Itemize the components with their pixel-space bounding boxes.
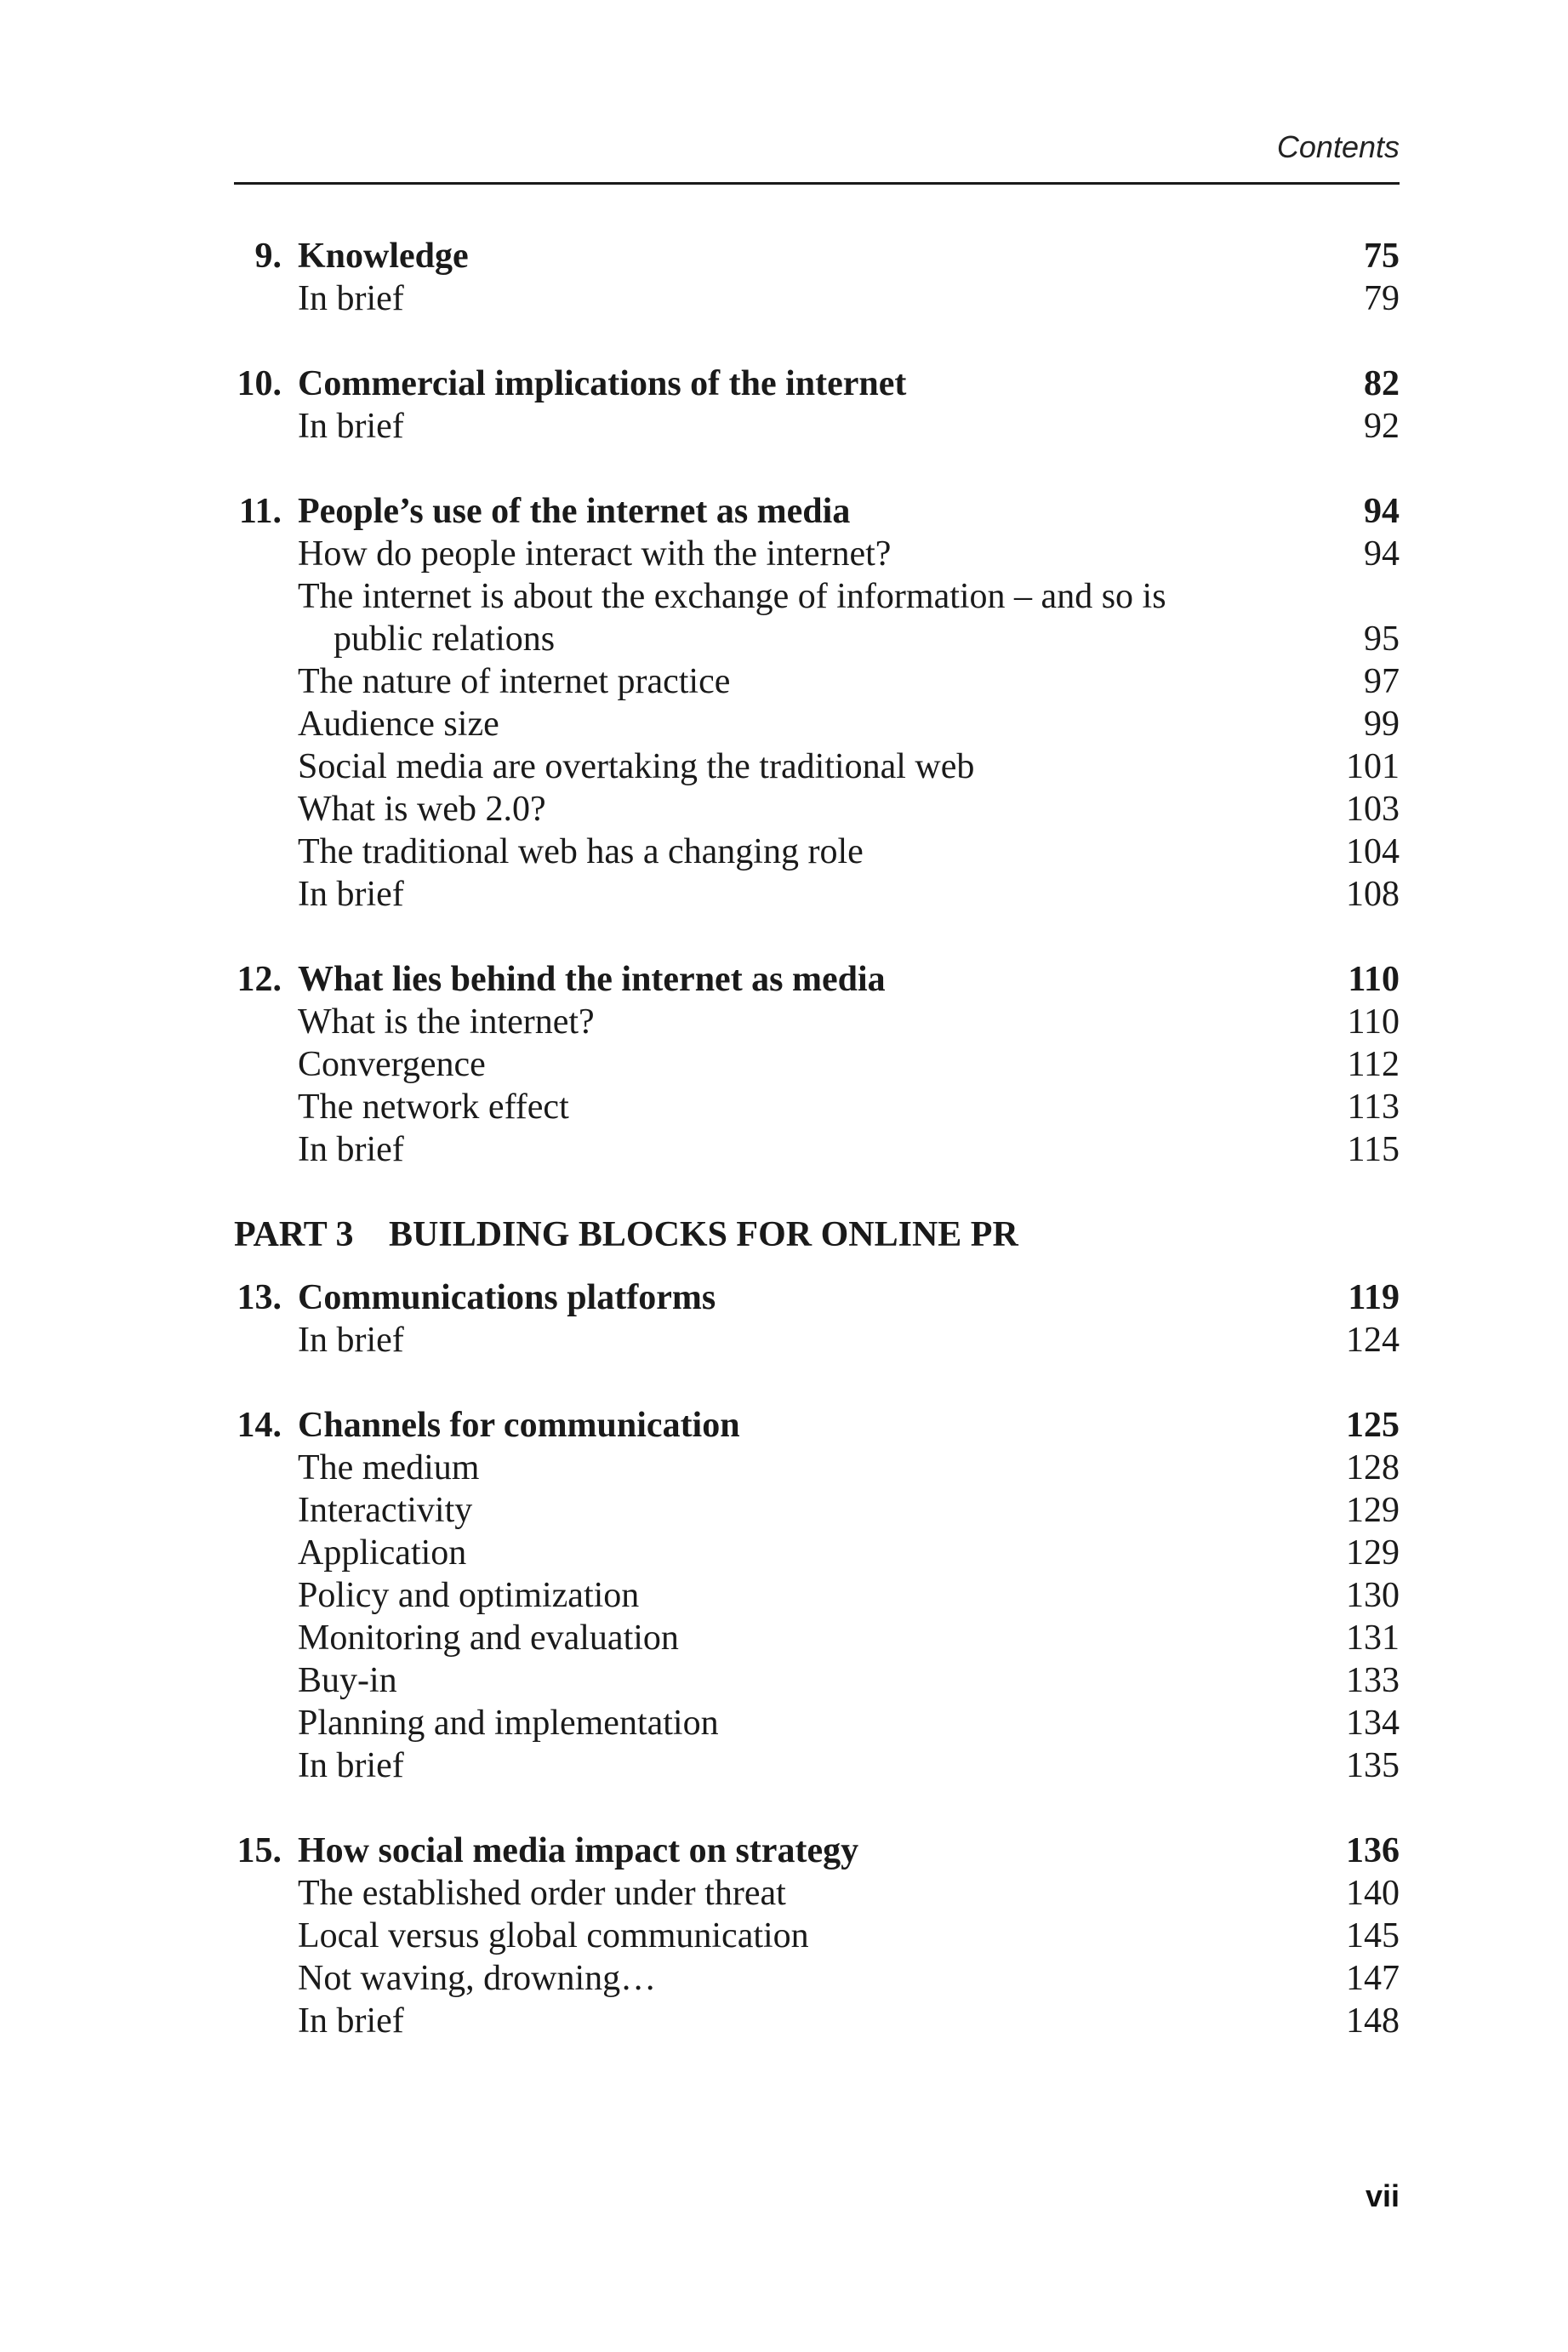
entry-page-number: 108 [1346, 875, 1400, 914]
entry-page-number: 134 [1346, 1704, 1400, 1743]
toc-entry[interactable] [234, 1086, 1400, 1128]
entry-title: In brief [298, 875, 404, 914]
toc-entry[interactable] [234, 1659, 1400, 1702]
toc-entry[interactable] [234, 1617, 1400, 1659]
chapter-page-number: 125 [1346, 1406, 1400, 1445]
entry-title: Local versus global communication [298, 1916, 809, 1955]
chapter-heading[interactable] [234, 1404, 1400, 1447]
entry-page-number: 115 [1347, 1130, 1400, 1169]
toc-chapter [234, 1276, 1400, 1362]
toc-chapter [234, 1404, 1400, 1787]
toc-entry[interactable] [234, 745, 1400, 788]
entry-page-number: 79 [1364, 279, 1400, 318]
chapter-title: How social media impact on strategy [298, 1831, 859, 1870]
entry-title: In brief [298, 2001, 404, 2041]
entry-page-number: 124 [1346, 1321, 1400, 1360]
toc-entry[interactable] [234, 703, 1400, 745]
entry-title: In brief [298, 407, 404, 446]
toc-entry[interactable] [234, 1001, 1400, 1043]
chapter-page-number: 136 [1346, 1831, 1400, 1870]
toc-entry[interactable] [234, 1319, 1400, 1362]
running-head: Contents [1276, 129, 1400, 164]
entry-page-number: 147 [1346, 1959, 1400, 1998]
entry-title: Convergence [298, 1045, 486, 1084]
entry-page-number: 103 [1346, 790, 1400, 829]
chapter-number: 14. [237, 1406, 282, 1445]
toc-chapters-part3 [234, 1276, 1400, 2042]
entry-page-number: 140 [1346, 1874, 1400, 1913]
entry-title-continuation: public relations [334, 619, 556, 659]
entry-page-number: 95 [1364, 619, 1400, 659]
toc-entry[interactable] [234, 533, 1400, 575]
entry-page-number: 135 [1346, 1746, 1400, 1785]
chapter-heading[interactable] [234, 235, 1400, 277]
entry-page-number: 99 [1364, 705, 1400, 744]
chapter-heading[interactable] [234, 490, 1400, 533]
chapter-number: 15. [237, 1831, 282, 1870]
entry-title: In brief [298, 1130, 404, 1169]
entry-title: Planning and implementation [298, 1704, 719, 1743]
entry-page-number: 129 [1346, 1533, 1400, 1573]
toc-entry[interactable] [234, 1744, 1400, 1787]
chapter-title: Commercial implications of the internet [298, 364, 907, 403]
toc-entry[interactable] [234, 2000, 1400, 2042]
chapter-number: 9. [254, 237, 282, 276]
chapter-title: Communications platforms [298, 1278, 716, 1317]
entry-page-number: 145 [1346, 1916, 1400, 1955]
chapter-heading[interactable] [234, 1276, 1400, 1319]
entry-title: What is the internet? [298, 1002, 595, 1042]
chapter-page-number: 119 [1348, 1278, 1400, 1317]
entry-page-number: 101 [1346, 747, 1400, 786]
entry-title: The traditional web has a changing role [298, 832, 864, 871]
entry-title: Social media are overtaking the traditional web [298, 747, 975, 786]
chapter-page-number: 110 [1348, 960, 1400, 999]
chapter-heading[interactable] [234, 1830, 1400, 1872]
entry-title: Application [298, 1533, 467, 1573]
part-heading [234, 1213, 1400, 1256]
toc-chapter [234, 363, 1400, 448]
entry-page-number: 133 [1346, 1661, 1400, 1700]
entry-title: The internet is about the exchange of information – and so is [298, 577, 1166, 616]
chapter-number: 12. [237, 960, 282, 999]
toc-entry[interactable] [234, 873, 1400, 916]
chapter-page-number: 75 [1364, 237, 1400, 276]
toc-entry[interactable] [234, 1532, 1400, 1574]
chapter-heading[interactable] [234, 958, 1400, 1001]
entry-page-number: 97 [1364, 662, 1400, 701]
entry-title: How do people interact with the internet? [298, 534, 892, 574]
entry-page-number: 131 [1346, 1618, 1400, 1658]
toc-entry[interactable] [234, 1128, 1400, 1171]
toc-chapter [234, 1830, 1400, 2042]
chapter-page-number: 82 [1364, 364, 1400, 403]
toc-entry[interactable] [234, 277, 1400, 320]
toc-entry[interactable] [234, 1574, 1400, 1617]
entry-page-number: 128 [1346, 1448, 1400, 1487]
toc-entry[interactable] [234, 831, 1400, 873]
toc-entry[interactable] [234, 405, 1400, 448]
entry-page-number: 94 [1364, 534, 1400, 574]
toc-entry[interactable] [234, 660, 1400, 703]
chapter-title: Channels for communication [298, 1406, 740, 1445]
entry-page-number: 130 [1346, 1576, 1400, 1615]
table-of-contents [234, 235, 1400, 2085]
entry-title: In brief [298, 1746, 404, 1785]
toc-entry[interactable] [234, 1915, 1400, 1957]
entry-page-number: 110 [1347, 1002, 1400, 1042]
entry-title: What is web 2.0? [298, 790, 546, 829]
chapter-heading[interactable] [234, 363, 1400, 405]
part-title: BUILDING BLOCKS FOR ONLINE PR [389, 1215, 1018, 1254]
toc-chapter [234, 490, 1400, 916]
entry-page-number: 92 [1364, 407, 1400, 446]
entry-title: Interactivity [298, 1491, 473, 1530]
entry-title: The medium [298, 1448, 480, 1487]
entry-title: In brief [298, 279, 404, 318]
toc-entry[interactable] [234, 1872, 1400, 1915]
toc-chapters-part2 [234, 235, 1400, 1171]
toc-entry-continuation[interactable] [234, 618, 1400, 660]
toc-entry[interactable] [234, 1489, 1400, 1532]
toc-chapter [234, 958, 1400, 1171]
entry-title: In brief [298, 1321, 404, 1360]
chapter-title: What lies behind the internet as media [298, 960, 886, 999]
toc-entry[interactable] [234, 575, 1400, 618]
chapter-title: People’s use of the internet as media [298, 492, 851, 531]
entry-page-number: 112 [1347, 1045, 1400, 1084]
chapter-page-number: 94 [1364, 492, 1400, 531]
entry-page-number: 104 [1346, 832, 1400, 871]
chapter-number: 11. [238, 492, 282, 531]
entry-title: Monitoring and evaluation [298, 1618, 679, 1658]
header-rule [234, 182, 1400, 185]
toc-entry[interactable] [234, 788, 1400, 831]
entry-title: Audience size [298, 705, 499, 744]
chapter-title: Knowledge [298, 237, 469, 276]
entry-title: The established order under threat [298, 1874, 786, 1913]
chapter-number: 13. [237, 1278, 282, 1317]
chapter-number: 10. [237, 364, 282, 403]
entry-title: Not waving, drowning… [298, 1959, 657, 1998]
toc-entry[interactable] [234, 1702, 1400, 1744]
entry-page-number: 113 [1347, 1088, 1400, 1127]
entry-page-number: 129 [1346, 1491, 1400, 1530]
toc-entry[interactable] [234, 1957, 1400, 2000]
entry-title: Buy-in [298, 1661, 397, 1700]
toc-entry[interactable] [234, 1043, 1400, 1086]
entry-title: Policy and optimization [298, 1576, 640, 1615]
entry-title: The nature of internet practice [298, 662, 731, 701]
toc-entry[interactable] [234, 1447, 1400, 1489]
entry-page-number: 148 [1346, 2001, 1400, 2041]
page-folio: vii [1365, 2178, 1400, 2213]
toc-chapter [234, 235, 1400, 320]
part-label: PART 3 [234, 1215, 354, 1254]
entry-title: The network effect [298, 1088, 569, 1127]
